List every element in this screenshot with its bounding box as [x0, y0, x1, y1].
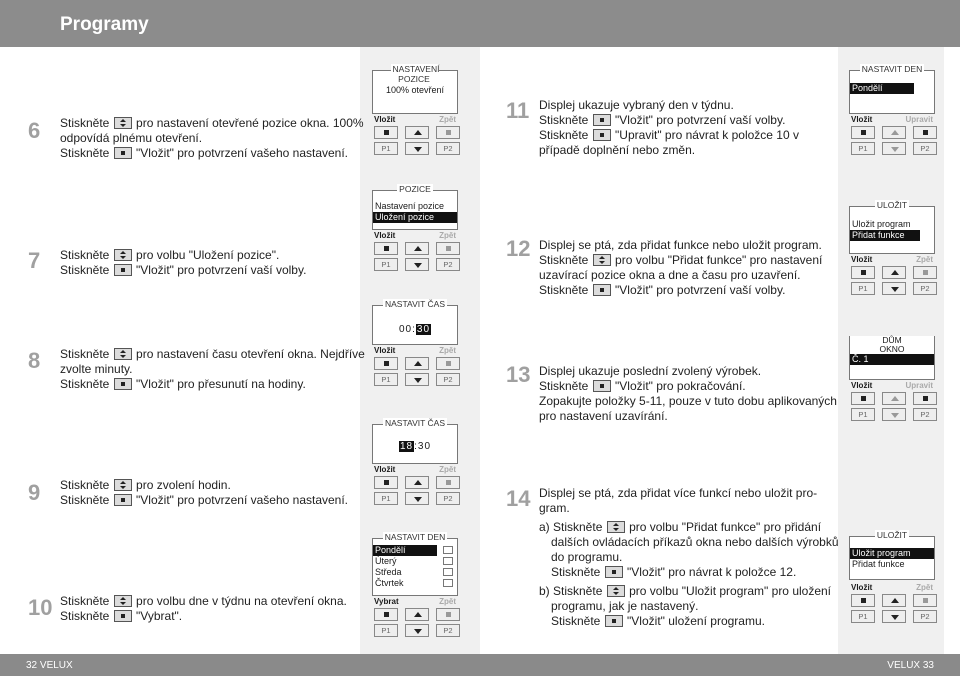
header-bar	[0, 0, 960, 47]
remote-display	[372, 184, 458, 271]
vlozit-softkey[interactable]: Vložit	[374, 115, 396, 124]
vlozit-softkey[interactable]: Vložit	[851, 115, 873, 124]
zpet-softkey[interactable]: Zpět	[916, 255, 933, 264]
zpet-softkey[interactable]: Zpět	[439, 346, 456, 355]
step-text: Stiskněte pro volbu dne v týdnu na otevření okna. Stiskněte "Vybrat".	[60, 594, 347, 623]
p2-button[interactable]: P2	[436, 142, 460, 155]
ok-key-icon	[593, 284, 611, 296]
up-button[interactable]	[882, 594, 906, 607]
ok-key-icon	[114, 147, 132, 159]
step-number: 10	[28, 595, 53, 620]
down-button[interactable]	[882, 408, 906, 421]
arrow-keys-icon	[114, 479, 132, 491]
remote-display	[372, 64, 458, 155]
checkbox-icon[interactable]	[443, 568, 453, 576]
upravit-softkey[interactable]: Upravit	[905, 381, 933, 390]
step-text: Stiskněte pro zvolení hodin. Stiskněte "Vložit" pro potvrzení vašeho nastavení.	[60, 478, 349, 507]
vybrat-softkey[interactable]: Vybrat	[374, 597, 399, 606]
arrow-keys-icon	[114, 595, 132, 607]
step-number: 7	[28, 248, 41, 273]
display-screen: NASTAVIT ČAS 00:30	[372, 305, 458, 345]
p2-button[interactable]: P2	[913, 408, 937, 421]
ok-key-icon	[114, 610, 132, 622]
down-button[interactable]	[405, 492, 429, 505]
step-number: 6	[28, 118, 41, 143]
back-button[interactable]	[436, 357, 460, 370]
ok-button[interactable]	[374, 608, 398, 621]
p1-button[interactable]: P1	[374, 492, 398, 505]
arrow-keys-icon	[114, 117, 132, 129]
step-text: Stiskněte pro nastavení času otevření okna. Nejdříve zvolte minuty. Stiskněte "Vložit" pro přesunutí na hodiny.	[60, 347, 365, 391]
step-text: Stiskněte pro nastavení otevřené pozice okna. 100% odpovídá plnému otevření. Stiskněte "Vložit" pro potvrzení vašeho nastavení.	[60, 116, 364, 160]
p1-button[interactable]: P1	[851, 408, 875, 421]
step-number: 8	[28, 348, 41, 373]
arrow-keys-icon	[607, 521, 625, 533]
back-button[interactable]	[913, 266, 937, 279]
checkbox-icon[interactable]	[443, 579, 453, 587]
p1-button[interactable]: P1	[374, 373, 398, 386]
ok-key-icon	[593, 129, 611, 141]
ok-button[interactable]	[374, 357, 398, 370]
step-text: Stiskněte pro volbu "Uložení pozice". Stiskněte "Vložit" pro potvrzení vaší volby.	[60, 248, 307, 277]
vlozit-softkey[interactable]: Vložit	[851, 255, 873, 264]
down-button[interactable]	[882, 142, 906, 155]
down-button[interactable]	[882, 282, 906, 295]
ok-button[interactable]	[851, 266, 875, 279]
remote-display	[372, 418, 458, 505]
p2-button[interactable]: P2	[436, 258, 460, 271]
display-screen: NASTAVIT ČAS 18:30	[372, 424, 458, 464]
ok-key-icon	[114, 378, 132, 390]
p1-button[interactable]: P1	[374, 258, 398, 271]
step-number: 9	[28, 480, 41, 505]
arrow-keys-icon	[607, 585, 625, 597]
step-number: 11	[506, 98, 530, 123]
step-text: Displej se ptá, zda přidat více funkcí nebo uložit pro- gram. a) Stiskněte pro volbu "Přidat funkce" pro přidání dalších ovládacích příkazů okna nebo dalších výrobků do programu. Stiskněte "Vložit" pro návrat k položce 12. b) Stiskněte pro volbu "Uložit program" pro uložení programu, jak je nastavený. Stiskněte "Vložit" uložení programu.	[539, 486, 839, 628]
ok-key-icon	[114, 264, 132, 276]
display-screen: NASTAVENÍ POZICE 100% otevření	[372, 70, 458, 114]
step-number: 14	[506, 486, 531, 511]
down-button[interactable]	[405, 142, 429, 155]
vlozit-softkey[interactable]: Vložit	[374, 465, 396, 474]
p2-button[interactable]: P2	[913, 142, 937, 155]
arrow-keys-icon	[593, 254, 611, 266]
remote-display	[849, 530, 935, 623]
arrow-keys-icon	[114, 348, 132, 360]
p1-button[interactable]: P1	[851, 142, 875, 155]
checkbox-icon[interactable]	[443, 546, 453, 554]
p2-button[interactable]: P2	[436, 373, 460, 386]
ok-button[interactable]	[374, 476, 398, 489]
p2-button[interactable]: P2	[436, 492, 460, 505]
vlozit-softkey[interactable]: Vložit	[374, 231, 396, 240]
back-button[interactable]	[436, 126, 460, 139]
back-button[interactable]	[436, 608, 460, 621]
back-button[interactable]	[436, 242, 460, 255]
ok-key-icon	[605, 566, 623, 578]
step-text: Displej se ptá, zda přidat funkce nebo uložit program. Stiskněte pro volbu "Přidat funkce" pro nastavení uzavírací pozice okna a dne a času pro uzavření. Stiskněte "Vložit" pro potvrzení vaší volby.	[539, 238, 823, 297]
step-text: Displej ukazuje poslední zvolený výrobek. Stiskněte "Vložit" pro pokračování. Zopakujte položky 5-11, pouze v tuto dobu aplikovaných pro nastavení uzavírání.	[539, 364, 837, 423]
display-screen: POZICE Nastavení pozice Uložení pozice	[372, 190, 458, 230]
ok-button[interactable]	[851, 392, 875, 405]
down-button[interactable]	[405, 624, 429, 637]
page-number-right: VELUX 33	[887, 660, 934, 671]
ok-button[interactable]	[374, 242, 398, 255]
display-screen: NASTAVIT DEN Pondělí Úterý Středa Čtvrtek	[372, 538, 458, 596]
back-button[interactable]	[913, 594, 937, 607]
zpet-softkey[interactable]: Zpět	[916, 583, 933, 592]
upravit-softkey[interactable]: Upravit	[905, 115, 933, 124]
up-button[interactable]	[405, 357, 429, 370]
ok-button[interactable]	[374, 126, 398, 139]
ok-button[interactable]	[851, 126, 875, 139]
p2-button[interactable]: P2	[436, 624, 460, 637]
edit-button[interactable]	[913, 392, 937, 405]
zpet-softkey[interactable]: Zpět	[439, 231, 456, 240]
p2-button[interactable]: P2	[913, 610, 937, 623]
up-button[interactable]	[405, 126, 429, 139]
up-button[interactable]	[405, 476, 429, 489]
p2-button[interactable]: P2	[913, 282, 937, 295]
ok-button[interactable]	[851, 594, 875, 607]
remote-display	[849, 336, 935, 421]
zpet-softkey[interactable]: Zpět	[439, 115, 456, 124]
page-number-left: 32 VELUX	[26, 660, 73, 671]
back-button[interactable]	[436, 476, 460, 489]
page-title: Programy	[60, 14, 149, 35]
up-button[interactable]	[405, 242, 429, 255]
vlozit-softkey[interactable]: Vložit	[851, 381, 873, 390]
remote-display	[849, 64, 935, 155]
zpet-softkey[interactable]: Zpět	[439, 465, 456, 474]
remote-display	[849, 200, 935, 295]
ok-key-icon	[593, 114, 611, 126]
checkbox-icon[interactable]	[443, 557, 453, 565]
remote-display	[372, 299, 458, 386]
ok-key-icon	[593, 380, 611, 392]
ok-key-icon	[114, 494, 132, 506]
edit-button[interactable]	[913, 126, 937, 139]
step-number: 13	[506, 362, 531, 387]
up-button[interactable]	[405, 608, 429, 621]
vlozit-softkey[interactable]: Vložit	[851, 583, 873, 592]
p1-button[interactable]: P1	[374, 624, 398, 637]
p1-button[interactable]: P1	[374, 142, 398, 155]
display-screen: DŮM OKNO Č. 1	[849, 336, 935, 380]
vlozit-softkey[interactable]: Vložit	[374, 346, 396, 355]
up-button[interactable]	[882, 266, 906, 279]
zpet-softkey[interactable]: Zpět	[439, 597, 456, 606]
footer-bar	[0, 654, 960, 676]
arrow-keys-icon	[114, 249, 132, 261]
step-number: 12	[506, 236, 531, 261]
down-button[interactable]	[405, 373, 429, 386]
p1-button[interactable]: P1	[851, 610, 875, 623]
remote-display	[372, 532, 458, 637]
display-screen: ULOŽIT Uložit program Přidat funkce	[849, 206, 935, 254]
ok-key-icon	[605, 615, 623, 627]
up-button[interactable]	[882, 392, 906, 405]
step-text: Displej ukazuje vybraný den v týdnu. Stiskněte "Vložit" pro potvrzení vaší volby. Stiskněte "Upravit" pro návrat k položce 10 v případě doplnění nebo změn.	[539, 98, 799, 157]
display-screen: NASTAVIT DEN Pondělí	[849, 70, 935, 114]
p1-button[interactable]: P1	[851, 282, 875, 295]
display-screen: ULOŽIT Uložit program Přidat funkce	[849, 536, 935, 580]
up-button[interactable]	[882, 126, 906, 139]
down-button[interactable]	[882, 610, 906, 623]
down-button[interactable]	[405, 258, 429, 271]
